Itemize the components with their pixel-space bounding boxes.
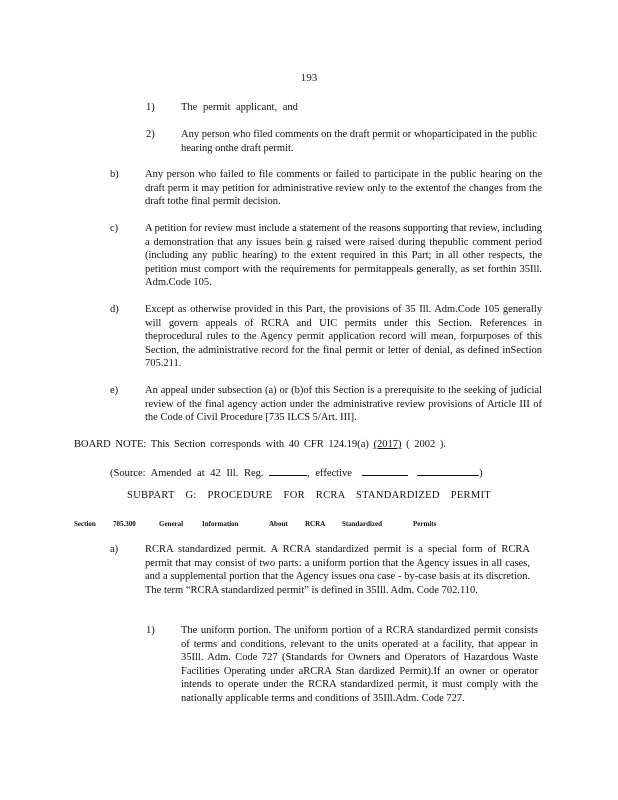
list-item-text: Any person who filed comments on the draft permit or whoparticipated in the public hearing onthe draft permit. <box>181 129 537 154</box>
subpart-heading: SUBPART G: PROCEDURE FOR RCRA STANDARDIZED PERMIT <box>126 490 492 501</box>
board-note <box>74 438 446 452</box>
section-title-word: Information <box>202 520 239 528</box>
source-text: (Source: Amended at 42 Ill. Reg. <box>110 468 264 479</box>
list-marker: 1) <box>146 625 155 636</box>
list-marker: 1) <box>146 102 155 113</box>
list-marker: e) <box>110 385 119 396</box>
section-title-word: Standardized <box>342 520 383 528</box>
board-note-text: BOARD NOTE: This Section corresponds with 40 CFR 124.19(a) <box>74 439 369 450</box>
effective-date-blank <box>362 464 408 476</box>
list-item-text: RCRA standardized permit. A RCRA standardized permit is a special form of RCRA permit that may consist of two parts: a uniform portion that the Agency issues in all cases, and a supplemental portion that the Agency issues ona case - by-case basis at its discretion. The term “RCRA standardized permit” is defined in 35Ill. Adm. Code 702.110. <box>145 544 530 596</box>
list-item-text: The uniform portion. The uniform portion of a RCRA standardized permit consists of terms and conditions, relevant to the units operated at a facility, that appear in 35Ill. Adm. Code 727 (Standards for Owners and Operators of Hazardous Waste Facilities Operating under aRCRA Stan dardized Permit).If an owner or operator intends to operate under the RCRA standardized permit, it must comply with the nationally applicable terms and conditions of 35Ill.Adm. Code 727. <box>181 625 538 704</box>
section-title-word: RCRA <box>305 520 326 528</box>
section-title-word: General <box>159 520 184 528</box>
board-note-struck-year: ( 2002 ). <box>406 439 447 450</box>
section-title-word: Permits <box>413 520 437 528</box>
source-note <box>110 464 483 481</box>
list-item-text: A petition for review must include a statement of the reasons supporting that review, including a demonstration that any issues bein g raised were raised during thepublic comment period (including any public hearing) to the extent required in this Part; in all other respects, the petition must comport with the requirements for permitappeals generally, as set forthin 35Ill. Adm.Code 105. <box>145 223 542 288</box>
list-item-text: Except as otherwise provided in this Part, the provisions of 35 Ill. Adm.Code 105 generally will govern appeals of RCRA and UIC permits under this Section. References in theprocedural rules to the Agency permit application record will mean, forpurposes of this Section, the administrative record for the final permit or letter of denial, as defined inSection 705.211. <box>145 304 542 369</box>
board-note-inserted-year: (2017) <box>373 439 402 450</box>
list-item-text: An appeal under subsection (a) or (b)of this Section is a prerequisite to the seeking of judicial review of the final agency action under the administrative review provisions of Article III of the Code of Civil Procedure [735 ILCS 5/Art. III]. <box>145 385 542 423</box>
section-label: Section <box>74 520 96 528</box>
list-marker: d) <box>110 304 119 315</box>
page-number: 193 <box>300 72 318 84</box>
section-title-word: About <box>269 520 288 528</box>
source-close: ) <box>479 468 483 479</box>
list-item-text: Any person who failed to file comments or failed to participate in the public hearing on the draft perm it may petition for administrative review only to the extentof the changes from the draft tothe final permit decision. <box>145 169 542 207</box>
section-number: 705.300 <box>113 520 136 528</box>
list-marker: c) <box>110 223 119 234</box>
list-marker: 2) <box>146 129 155 140</box>
register-blank <box>269 464 307 476</box>
source-text-effective: , effective <box>307 468 352 479</box>
effective-date-blank-2 <box>417 464 479 476</box>
list-marker: a) <box>110 544 119 555</box>
list-marker: b) <box>110 169 119 180</box>
list-item-text: The permit applicant, and <box>181 102 298 113</box>
